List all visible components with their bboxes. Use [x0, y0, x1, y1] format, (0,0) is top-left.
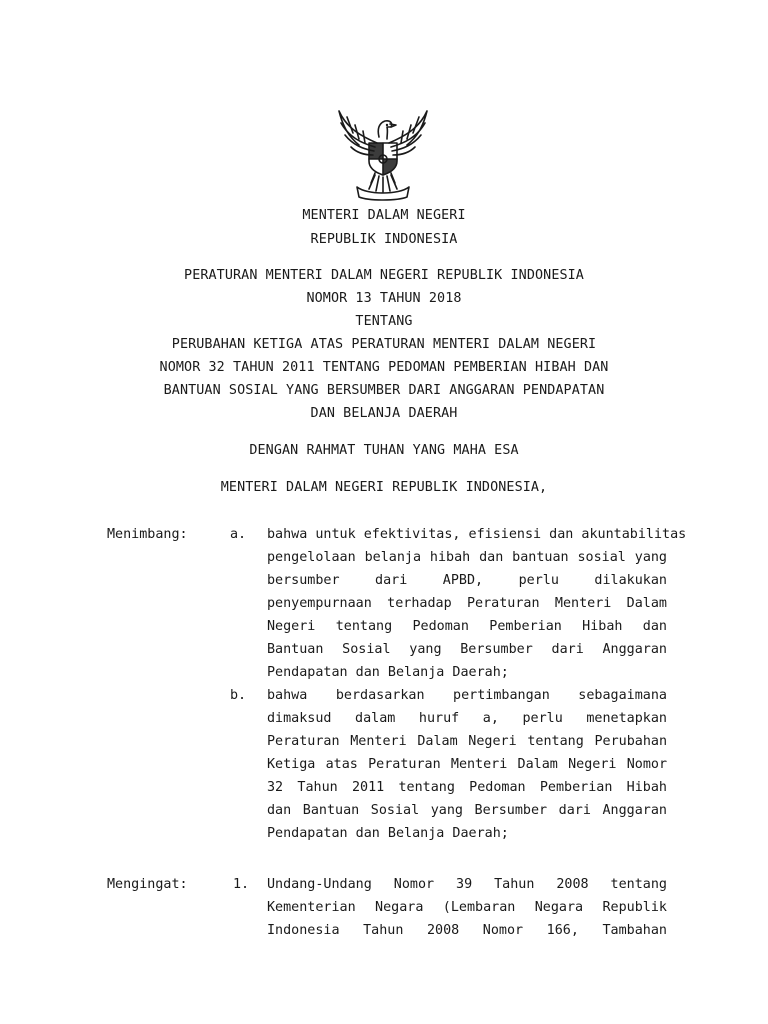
item-text-line: penyempurnaan terhadap Peraturan Menteri Dalam — [267, 596, 667, 611]
regulation-subject-line: BANTUAN SOSIAL YANG BERSUMBER DARI ANGGARAN PENDAPATAN — [163, 383, 605, 398]
item-text-line: bersumber dari APBD, perlu dilakukan — [267, 573, 667, 588]
regulation-tentang: TENTANG — [355, 314, 413, 329]
invocation: DENGAN RAHMAT TUHAN YANG MAHA ESA — [249, 443, 519, 458]
menimbang-label: Menimbang: — [107, 527, 188, 542]
item-text-line: bahwa berdasarkan pertimbangan sebagaimana — [267, 688, 667, 703]
item-text-line: Negeri tentang Pedoman Pemberian Hibah dan — [267, 619, 667, 634]
item-text-line: Ketiga atas Peraturan Menteri Dalam Negeri Nomor — [267, 757, 667, 772]
authority-line-2: REPUBLIK INDONESIA — [310, 232, 458, 247]
item-text-line: Kementerian Negara (Lembaran Negara Republik — [267, 900, 667, 915]
item-text-line: bahwa untuk efektivitas, efisiensi dan akuntabilitas — [267, 527, 687, 542]
mengingat-label: Mengingat: — [107, 877, 188, 892]
item-marker: b. — [230, 688, 247, 703]
item-text-line: Undang-Undang Nomor 39 Tahun 2008 tentang — [267, 877, 667, 892]
item-text-line: Bantuan Sosial yang Bersumber dari Anggaran — [267, 642, 667, 657]
item-text-line: Indonesia Tahun 2008 Nomor 166, Tambahan — [267, 923, 667, 938]
regulation-subject-line: DAN BELANJA DAERAH — [310, 406, 458, 421]
item-text-line: dan Bantuan Sosial yang Bersumber dari Anggaran — [267, 803, 667, 818]
item-text-line: 32 Tahun 2011 tentang Pedoman Pemberian Hibah — [267, 780, 667, 795]
issuer-line: MENTERI DALAM NEGERI REPUBLIK INDONESIA, — [220, 480, 548, 495]
item-text-line: Pendapatan dan Belanja Daerah; — [267, 826, 509, 841]
item-marker: a. — [230, 527, 247, 542]
regulation-subject-line: PERUBAHAN KETIGA ATAS PERATURAN MENTERI DALAM NEGERI — [171, 337, 597, 352]
item-text-line: pengelolaan belanja hibah dan bantuan sosial yang — [267, 550, 667, 565]
authority-line-1: MENTERI DALAM NEGERI — [302, 208, 466, 223]
regulation-title: PERATURAN MENTERI DALAM NEGERI REPUBLIK INDONESIA — [184, 268, 584, 283]
regulation-subject-line: NOMOR 32 TAHUN 2011 TENTANG PEDOMAN PEMBERIAN HIBAH DAN — [159, 360, 609, 375]
garuda-pancasila-emblem-icon — [333, 103, 433, 203]
item-marker: 1. — [233, 877, 250, 892]
item-text-line: Pendapatan dan Belanja Daerah; — [267, 665, 509, 680]
item-text-line: dimaksud dalam huruf a, perlu menetapkan — [267, 711, 667, 726]
regulation-number: NOMOR 13 TAHUN 2018 — [306, 291, 462, 306]
item-text-line: Peraturan Menteri Dalam Negeri tentang Perubahan — [267, 734, 667, 749]
